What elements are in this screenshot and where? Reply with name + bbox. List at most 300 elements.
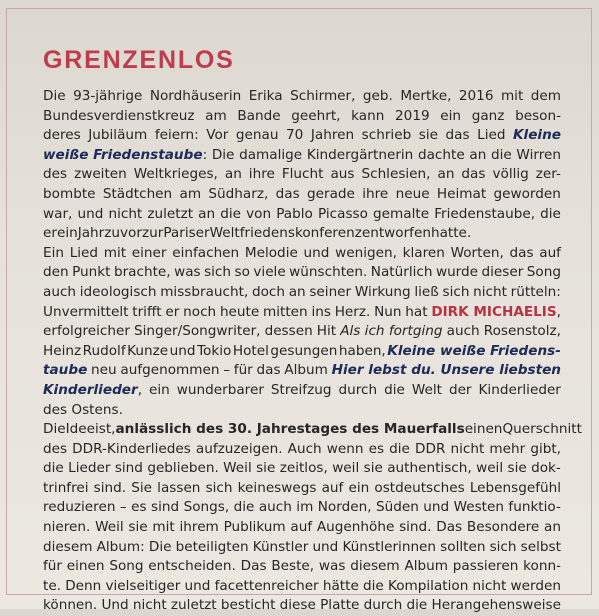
- text-word: nicht: [132, 597, 167, 614]
- text-word: mitten: [263, 303, 308, 320]
- text-line: [43, 420, 582, 440]
- text-word: Hier lebst du. Unsere liebsten: [331, 362, 561, 379]
- text-word: Wirren: [516, 146, 561, 163]
- text-word: er: [43, 225, 57, 242]
- text-word: des: [43, 440, 68, 457]
- text-line: [43, 185, 561, 205]
- text-line: [43, 263, 561, 283]
- text-word: Augenhöhe: [316, 519, 395, 536]
- text-word: Besondere: [466, 519, 540, 536]
- text-word: sich: [489, 538, 517, 555]
- text-word: Jubiläum: [88, 127, 148, 144]
- text-word: Weltkrieges,: [133, 166, 218, 183]
- text-line: [43, 518, 561, 538]
- text-word: ist,: [94, 421, 116, 438]
- text-word: sich: [205, 479, 233, 496]
- text-word: Süden: [375, 499, 419, 516]
- text-word: sich: [442, 283, 470, 300]
- text-word: Erika: [248, 88, 283, 104]
- text-word: völlig: [492, 166, 529, 183]
- text-word: für: [233, 362, 253, 379]
- text-word: Jahr: [77, 225, 105, 242]
- text-word: Picasso: [317, 205, 368, 222]
- text-word: damalige: [239, 146, 303, 163]
- text-word: ein: [56, 225, 78, 242]
- text-word: Ein: [43, 244, 64, 261]
- text-line: [43, 381, 561, 401]
- text-word: nieren.: [43, 519, 91, 536]
- text-word: Künstler: [252, 538, 309, 555]
- text-word: Vor: [206, 127, 229, 144]
- text-word: taube: [43, 362, 88, 379]
- text-word: ihre: [248, 166, 275, 183]
- text-word: Die: [211, 146, 235, 163]
- text-word: Kunze: [127, 342, 169, 359]
- text-word: im: [296, 499, 314, 516]
- text-word: geblieben.: [147, 460, 219, 477]
- text-word: des: [43, 166, 68, 183]
- text-word: sollten: [440, 538, 486, 555]
- text-word: Worten,: [450, 244, 504, 261]
- text-word: seiner: [309, 283, 352, 300]
- text-word: Mertke,: [400, 88, 452, 104]
- text-word: was: [318, 558, 346, 575]
- text-word: 93-jährige: [73, 88, 143, 104]
- text-line: [43, 87, 561, 107]
- text-word: Westen: [453, 499, 504, 516]
- text-word: die: [220, 205, 242, 222]
- text-word: wunderbarer: [176, 381, 264, 398]
- text-word: viele: [253, 264, 286, 281]
- text-word: ihre: [362, 185, 389, 202]
- text-line: [43, 596, 561, 616]
- text-word: Sie: [131, 479, 153, 496]
- text-word: sie: [256, 460, 276, 477]
- text-word: Herz.: [334, 303, 371, 320]
- text-line: [43, 107, 561, 127]
- text-word: Lieder: [68, 460, 111, 477]
- text-word: für: [43, 558, 62, 575]
- text-word: Singer/Songwriter,: [134, 323, 261, 340]
- text-word: sind.: [399, 519, 432, 536]
- text-word: Kleine: [513, 127, 561, 144]
- text-word: Tokio: [197, 342, 232, 359]
- text-word: Südharz,: [208, 185, 269, 202]
- text-word: anlässlich des 30. Jahrestages des Mauerfalls: [115, 421, 465, 438]
- text-word: Das: [436, 519, 463, 536]
- text-word: weil: [476, 460, 504, 477]
- page-heading: GRENZENLOS: [43, 46, 235, 74]
- text-word: hätte: [322, 577, 359, 594]
- text-word: und: [169, 342, 196, 359]
- text-word: und: [423, 499, 450, 516]
- text-word: 70: [286, 127, 304, 144]
- text-word: 2019: [395, 107, 430, 124]
- text-word: Nun: [374, 303, 402, 320]
- text-line: [43, 146, 561, 166]
- text-word: werden: [510, 577, 561, 594]
- text-word: auch: [43, 283, 77, 300]
- text-word: Weil: [223, 460, 252, 477]
- text-word: Querschnitt: [502, 421, 582, 438]
- text-word: die: [43, 460, 64, 477]
- text-word: an: [224, 166, 242, 183]
- text-word: Rudolf: [82, 342, 126, 359]
- text-word: das: [445, 127, 470, 144]
- text-word: es: [131, 499, 147, 516]
- text-word: an: [544, 519, 561, 536]
- text-line: [43, 459, 561, 479]
- text-line: [43, 322, 561, 342]
- text-word: Welt: [411, 381, 442, 398]
- text-word: mit: [103, 244, 127, 261]
- text-word: entworfen: [361, 225, 431, 242]
- text-word: funktio-: [508, 499, 561, 516]
- text-word: das: [509, 244, 534, 261]
- text-word: DDR-Kinderliedes: [72, 440, 191, 457]
- text-word: Album: [404, 558, 449, 575]
- text-word: Album: [284, 362, 328, 379]
- text-word: passieren: [452, 558, 519, 575]
- text-line: [43, 283, 561, 303]
- text-word: hat: [405, 303, 428, 320]
- text-word: Das: [240, 558, 267, 575]
- text-word: an: [198, 205, 216, 222]
- text-word: dem: [530, 88, 561, 104]
- text-word: auf: [290, 519, 313, 536]
- text-word: hatte.: [430, 225, 472, 242]
- text-word: dessen: [264, 323, 313, 340]
- text-word: Die: [43, 88, 66, 104]
- text-word: entscheiden.: [148, 558, 236, 575]
- text-word: das: [256, 362, 281, 379]
- text-word: besticht: [220, 597, 276, 614]
- text-word: nicht: [472, 577, 507, 594]
- text-word: wenn: [326, 440, 364, 457]
- text-word: die: [363, 577, 384, 594]
- text-word: bombte: [43, 185, 96, 202]
- text-word: Album:: [96, 538, 145, 555]
- text-line: [43, 577, 561, 597]
- text-word: schrieb: [361, 127, 412, 144]
- text-word: keineswegs: [237, 479, 317, 496]
- text-word: erfolgreicher: [43, 323, 130, 340]
- text-word: ein: [440, 107, 462, 124]
- text-word: nicht: [108, 205, 143, 222]
- text-word: –: [119, 499, 127, 516]
- text-word: die: [389, 440, 410, 457]
- text-word: Nordhäuserin: [149, 88, 242, 104]
- text-word: reduzieren: [43, 499, 116, 516]
- text-word: war,: [43, 205, 73, 222]
- text-word: mit: [152, 519, 175, 536]
- text-line: [43, 342, 561, 362]
- text-word: gemalte: [373, 205, 430, 222]
- text-word: doch: [251, 283, 286, 300]
- text-word: te.: [43, 577, 62, 594]
- text-word: sind: [151, 499, 180, 516]
- text-word: rütteln:: [510, 283, 561, 300]
- text-word: Bande: [237, 107, 281, 124]
- text-word: Publikum: [223, 519, 286, 536]
- text-line: [43, 498, 561, 518]
- text-word: deres: [43, 127, 81, 144]
- text-word: neu: [91, 362, 117, 379]
- text-word: weil: [332, 460, 360, 477]
- text-word: und: [184, 577, 211, 594]
- text-word: Weltfriedenskonferenz: [209, 225, 362, 242]
- punctuation: ,: [137, 381, 143, 398]
- text-word: sind.: [93, 479, 127, 496]
- text-word: geb.: [362, 88, 393, 104]
- text-word: ließ: [414, 283, 439, 300]
- text-word: Norden,: [317, 499, 372, 516]
- text-word: die: [490, 146, 512, 163]
- text-line: [43, 205, 561, 225]
- text-word: diesem: [43, 538, 93, 555]
- text-word: wenigen,: [335, 244, 397, 261]
- text-word: dok-: [531, 460, 561, 477]
- text-line: [43, 557, 561, 577]
- text-word: der: [448, 381, 472, 398]
- text-word: den: [43, 264, 69, 281]
- text-word: auf: [321, 479, 344, 496]
- booklet-page-frame: [6, 8, 592, 614]
- text-word: an: [469, 146, 487, 163]
- text-word: diesem: [350, 558, 400, 575]
- text-word: ganz: [471, 107, 505, 124]
- text-line: [43, 479, 561, 499]
- text-word: ins: [311, 303, 331, 320]
- text-word: vielseitiger: [105, 577, 181, 594]
- text-line: [43, 538, 561, 558]
- text-word: noch: [183, 303, 217, 320]
- punctuation: ,: [556, 303, 561, 320]
- text-word: Weil: [95, 519, 124, 536]
- text-word: wurde: [435, 264, 479, 281]
- text-word: sich: [204, 264, 232, 281]
- text-word: Schirmer,: [290, 88, 356, 104]
- punctuation: :: [202, 146, 208, 163]
- text-line: [43, 401, 561, 421]
- text-word: Kindergärtnerin: [306, 146, 414, 163]
- text-word: sie: [507, 460, 527, 477]
- text-word: ein: [149, 381, 170, 398]
- text-line: [43, 165, 561, 185]
- text-word: aufzuzeigen.: [195, 440, 283, 457]
- text-word: so: [234, 264, 250, 281]
- text-word: dieser: [481, 264, 524, 281]
- text-word: Schlesien,: [361, 166, 431, 183]
- text-word: ideologisch: [79, 283, 157, 300]
- text-line: [43, 244, 561, 264]
- text-word: Song: [526, 264, 561, 281]
- text-word: sie: [418, 127, 438, 144]
- text-word: Wirkung: [354, 283, 411, 300]
- text-word: Flucht: [281, 166, 324, 183]
- text-word: es: [368, 440, 385, 457]
- text-word: lassen: [157, 479, 201, 496]
- text-word: durch: [338, 381, 378, 398]
- text-word: am: [205, 107, 227, 124]
- text-word: mit: [500, 88, 524, 104]
- text-word: Kinderlieder: [478, 381, 561, 398]
- text-word: DDR: [415, 440, 446, 457]
- text-word: aus: [330, 166, 355, 183]
- text-word: zeitlos,: [279, 460, 328, 477]
- text-word: Lied: [69, 244, 99, 261]
- text-word: Lied: [477, 127, 506, 144]
- text-word: Bundesverdienstkreuz: [43, 107, 195, 124]
- text-word: einfachen: [172, 244, 240, 261]
- text-word: trifft: [132, 303, 162, 320]
- text-word: ihrem: [179, 519, 219, 536]
- text-word: Künstlerinnen: [342, 538, 437, 555]
- text-word: Platte: [320, 597, 360, 614]
- text-word: kann: [351, 107, 385, 124]
- text-word: das: [461, 166, 486, 183]
- text-word: Hit: [316, 323, 337, 340]
- text-word: Melodie: [244, 244, 298, 261]
- text-word: was: [174, 264, 201, 281]
- text-word: aufgenommen: [120, 362, 220, 379]
- text-word: die: [540, 205, 561, 222]
- text-word: auch: [446, 323, 480, 340]
- text-word: Städtchen: [102, 185, 173, 202]
- text-line: [43, 440, 561, 460]
- text-word: Beste,: [271, 558, 315, 575]
- text-word: authentisch,: [387, 460, 472, 477]
- text-word: –: [223, 362, 231, 379]
- text-word: Song: [109, 558, 144, 575]
- text-word: können.: [43, 597, 98, 614]
- text-word: nicht: [450, 440, 485, 457]
- text-word: Herangehensweise: [431, 597, 561, 614]
- text-word: zuletzt: [147, 205, 194, 222]
- text-word-group: [431, 303, 561, 323]
- text-word: ostdeutsches: [374, 479, 465, 496]
- text-word: gibt,: [530, 440, 561, 457]
- text-word: gesungen: [270, 342, 338, 359]
- text-word: einen: [464, 421, 503, 438]
- text-word: Auch: [287, 440, 322, 457]
- text-word: an: [288, 283, 306, 300]
- text-word: gerade: [306, 185, 355, 202]
- booklet-content: [43, 23, 582, 616]
- text-word: auf: [539, 244, 561, 261]
- text-word: facettenreicher: [214, 577, 319, 594]
- text-word: Heimat: [436, 185, 487, 202]
- text-word: Rosenstolz,: [483, 323, 561, 340]
- text-word: brachte,: [113, 264, 171, 281]
- text-word: haben,: [338, 342, 386, 359]
- text-word: Und: [101, 597, 129, 614]
- text-word: zweiten: [74, 166, 127, 183]
- text-word: und: [312, 538, 339, 555]
- text-word: die: [406, 597, 428, 614]
- text-word: ein: [348, 479, 370, 496]
- text-word: Kleine weiße Friedens-: [387, 342, 561, 359]
- text-word: mehr: [489, 440, 526, 457]
- text-line: [43, 224, 561, 244]
- text-word: diese: [279, 597, 316, 614]
- text-word: Friedenstaube,: [434, 205, 536, 222]
- text-word: sie: [128, 519, 148, 536]
- text-word: Idee: [65, 421, 95, 438]
- text-word: beson-: [515, 107, 561, 124]
- text-word: Die: [43, 421, 66, 438]
- text-word: sie: [363, 460, 383, 477]
- text-word: die: [233, 499, 255, 516]
- text-word: einen: [66, 558, 105, 575]
- text-word: Jahren: [310, 127, 355, 144]
- text-word: dachte: [417, 146, 465, 163]
- text-word: des Ostens.: [43, 401, 123, 418]
- text-word: einer: [131, 244, 167, 261]
- text-word: konn-: [523, 558, 561, 575]
- text-line: [43, 126, 561, 146]
- text-word: Heinz: [43, 342, 82, 359]
- text-word: Denn: [65, 577, 102, 594]
- text-word: Natürlich: [370, 264, 433, 281]
- text-word: beteiligten: [175, 538, 249, 555]
- text-word: und: [77, 205, 104, 222]
- text-word: an: [437, 166, 455, 183]
- text-word-group: [43, 146, 207, 166]
- text-word: und: [303, 244, 330, 261]
- text-word: durch: [363, 597, 403, 614]
- text-word: Kompilation: [387, 577, 469, 594]
- text-word: feiern:: [154, 127, 199, 144]
- text-word: Als ich fortging: [340, 323, 443, 340]
- text-word: 2016: [458, 88, 494, 104]
- text-word: von: [246, 205, 272, 222]
- text-line: [43, 303, 561, 323]
- text-word: geehrt,: [291, 107, 341, 124]
- text-word: sind: [114, 460, 143, 477]
- text-word: nicht: [473, 283, 507, 300]
- text-word: Kinderlieder: [43, 381, 138, 398]
- text-word: neue: [395, 185, 430, 202]
- text-word: zuletzt: [170, 597, 217, 614]
- text-word: Die: [148, 538, 172, 555]
- text-word: geworden: [493, 185, 561, 202]
- text-word: zer-: [535, 166, 561, 183]
- text-word: Unvermittelt: [43, 303, 129, 320]
- text-word: die: [384, 381, 405, 398]
- text-word: genau: [235, 127, 279, 144]
- text-word: Punkt: [72, 264, 111, 281]
- text-word: heute: [219, 303, 260, 320]
- body-text: [43, 87, 582, 616]
- text-word-group: [43, 381, 142, 401]
- text-word: auch: [258, 499, 292, 516]
- text-word: er: [165, 303, 180, 320]
- text-word: Hotel: [232, 342, 269, 359]
- text-word: wünschten.: [289, 264, 368, 281]
- text-word: am: [179, 185, 202, 202]
- text-word: klaren: [402, 244, 445, 261]
- text-word: weiße Friedenstaube: [43, 146, 203, 163]
- text-word: zuvor: [104, 225, 142, 242]
- text-word: Pablo: [276, 205, 313, 222]
- text-word: Pariser: [163, 225, 210, 242]
- text-word: Streifzug: [270, 381, 332, 398]
- text-line: [43, 361, 561, 381]
- text-word: trinfrei: [43, 479, 89, 496]
- text-word: zur: [141, 225, 164, 242]
- text-word: Lebensgefühl: [469, 479, 561, 496]
